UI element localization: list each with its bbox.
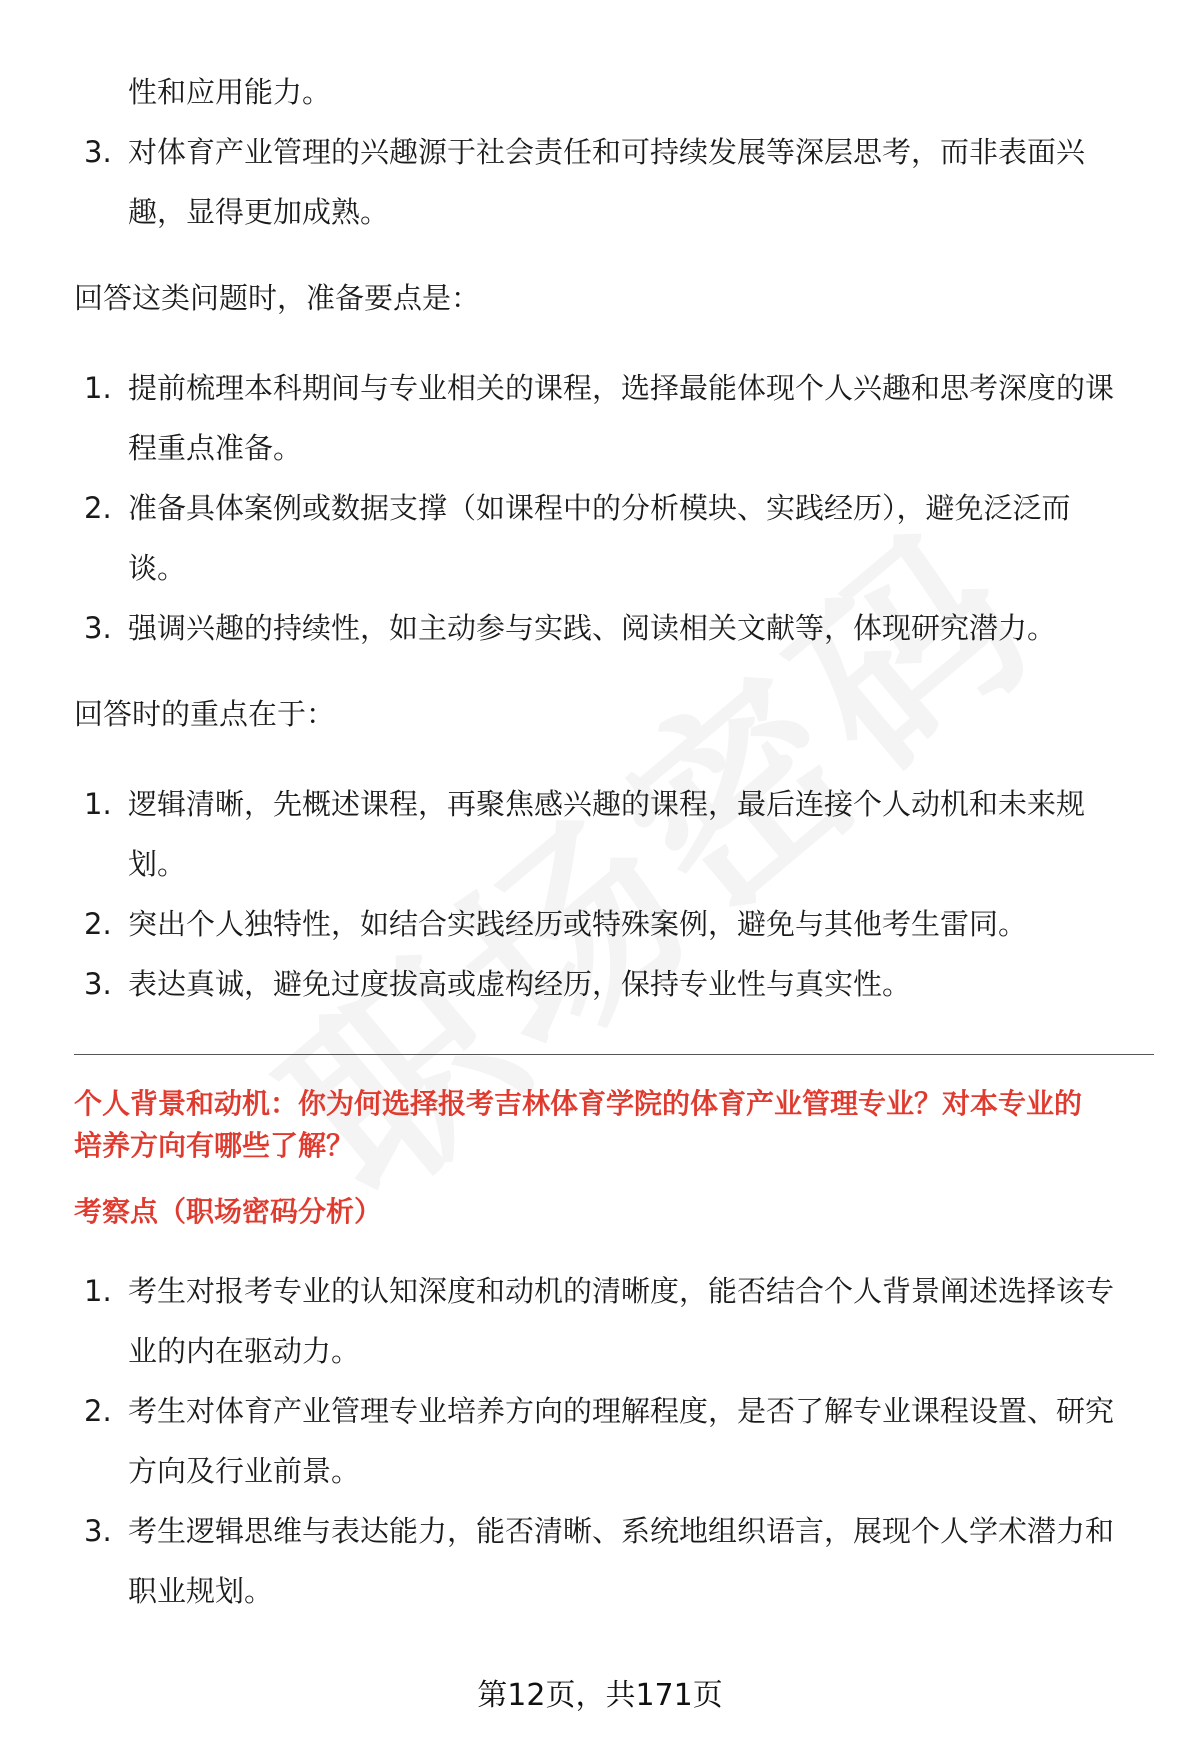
- list-item: [74, 1501, 1154, 1621]
- analysis-heading: 考察点（职场密码分析）: [74, 1195, 383, 1228]
- list-item: [74, 954, 1154, 1014]
- list-item-line: 程重点准备。: [128, 431, 303, 465]
- list-number: 3.: [84, 611, 112, 645]
- list-item-line: 逻辑清晰，先概述课程，再聚焦感兴趣的课程，最后连接个人动机和未来规: [128, 787, 1086, 821]
- list-item-line: 划。: [128, 847, 187, 881]
- list-item-line: 职业规划。: [128, 1574, 274, 1608]
- list-item-line: 突出个人独特性，如结合实践经历或特殊案例，避免与其他考生雷同。: [128, 907, 1028, 941]
- list-number: 1.: [84, 1274, 112, 1308]
- list-item-line: 谈。: [128, 551, 187, 585]
- list-item-line: 考生对体育产业管理专业培养方向的理解程度，是否了解专业课程设置、研究: [128, 1394, 1115, 1428]
- list-item: [74, 1381, 1154, 1501]
- list-number: 3.: [84, 135, 112, 169]
- question-line: 培养方向有哪些了解？: [74, 1129, 355, 1162]
- list-item: [74, 1261, 1154, 1381]
- list-item-line: 对体育产业管理的兴趣源于社会责任和可持续发展等深层思考，而非表面兴: [128, 135, 1086, 169]
- focus-list: [74, 774, 1154, 1014]
- list-item: [74, 774, 1154, 894]
- list-item: [74, 598, 1154, 658]
- list-number: 2.: [84, 491, 112, 525]
- question-title: [74, 1083, 1154, 1167]
- analysis-list: [74, 1261, 1154, 1621]
- document-body: [74, 62, 1154, 1621]
- list-item: [74, 478, 1154, 598]
- list-item: [74, 894, 1154, 954]
- list-number: 2.: [84, 907, 112, 941]
- list-item-line: 表达真诚，避免过度拔高或虚构经历，保持专业性与真实性。: [128, 967, 912, 1001]
- section-divider: [74, 1054, 1154, 1055]
- list-item-line: 准备具体案例或数据支撑（如课程中的分析模块、实践经历），避免泛泛而: [128, 491, 1071, 525]
- list-item-line: 提前梳理本科期间与专业相关的课程，选择最能体现个人兴趣和思考深度的课: [128, 371, 1115, 405]
- list-number: 3.: [84, 1514, 112, 1548]
- list-item-line: 业的内在驱动力。: [128, 1334, 361, 1368]
- prep-list: [74, 358, 1154, 658]
- focus-heading: 回答时的重点在于：: [74, 697, 336, 731]
- list-number: 1.: [84, 371, 112, 405]
- list-number: 1.: [84, 787, 112, 821]
- page-number-footer: 第12页，共171页: [477, 1678, 723, 1713]
- list-item: [74, 358, 1154, 478]
- question-line: 个人背景和动机：你为何选择报考吉林体育学院的体育产业管理专业？对本专业的: [74, 1087, 1083, 1120]
- prep-heading: 回答这类问题时，准备要点是：: [74, 281, 481, 315]
- continuation-text: 性和应用能力。: [128, 75, 332, 109]
- list-item-line: 考生逻辑思维与表达能力，能否清晰、系统地组织语言，展现个人学术潜力和: [128, 1514, 1115, 1548]
- list-number: 2.: [84, 1394, 112, 1428]
- list-item: [74, 122, 1154, 242]
- intro-list: [74, 122, 1154, 242]
- list-number: 3.: [84, 967, 112, 1001]
- list-item-line: 趣，显得更加成熟。: [128, 195, 390, 229]
- list-item-line: 考生对报考专业的认知深度和动机的清晰度，能否结合个人背景阐述选择该专: [128, 1274, 1115, 1308]
- list-item-line: 方向及行业前景。: [128, 1454, 361, 1488]
- list-item-line: 强调兴趣的持续性，如主动参与实践、阅读相关文献等，体现研究潜力。: [128, 611, 1057, 645]
